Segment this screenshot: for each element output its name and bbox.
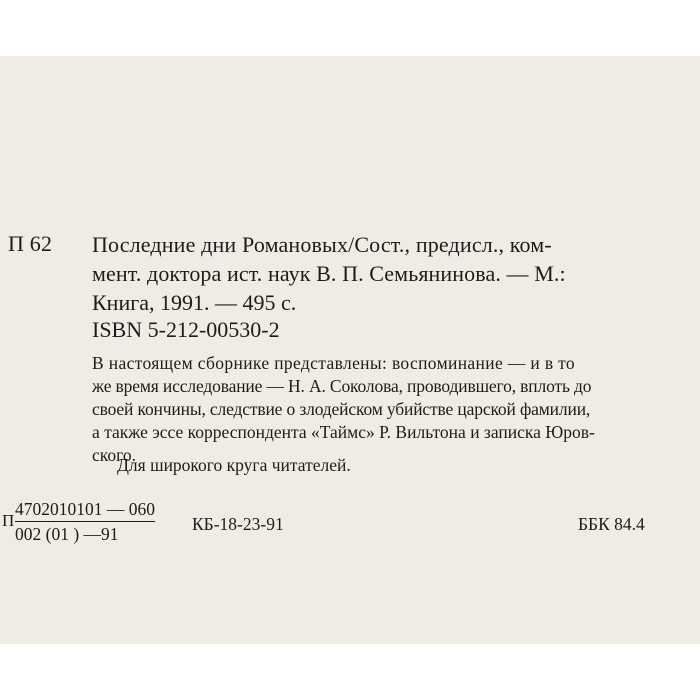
- annotation-line: своей кончины, следствие о злодейском убийстве царской фамилии,: [92, 399, 591, 419]
- annotation-line: ского.: [92, 445, 136, 465]
- entry-line: мент. доктора ист. наук В. П. Семьянинова. — М.:: [92, 261, 566, 286]
- code-numerator: 4702010101 — 060: [15, 499, 155, 522]
- bleed-through-text: [250, 86, 253, 101]
- isbn: ISBN 5-212-00530-2: [92, 317, 280, 342]
- code-prefix: П: [2, 511, 15, 530]
- entry-line: Последние дни Романовых/Сост., предисл., ком-: [92, 232, 552, 257]
- annotation-line: же время исследование — Н. А. Соколова, проводившего, вплоть до: [92, 376, 592, 396]
- annotation-line: а также эссе корреспондента «Таймс» Р. Вильтона и записка Юров-: [92, 422, 595, 442]
- code-denominator: 002 (01 ) —91: [15, 524, 119, 544]
- entry-line: Книга, 1991. — 495 с.: [92, 290, 297, 315]
- catalog-code: П 62: [8, 231, 53, 256]
- kb-code: КБ-18-23-91: [192, 514, 284, 534]
- bbk-code: ББК 84.4: [578, 514, 645, 534]
- book-page: [0, 56, 700, 644]
- annotation-line: В настоящем сборнике представлены: воспоминание — и в то: [92, 353, 576, 373]
- bibliographic-entry: [92, 230, 640, 317]
- readers-note: Для широкого круга читателей.: [117, 455, 351, 475]
- annotation: [92, 352, 640, 467]
